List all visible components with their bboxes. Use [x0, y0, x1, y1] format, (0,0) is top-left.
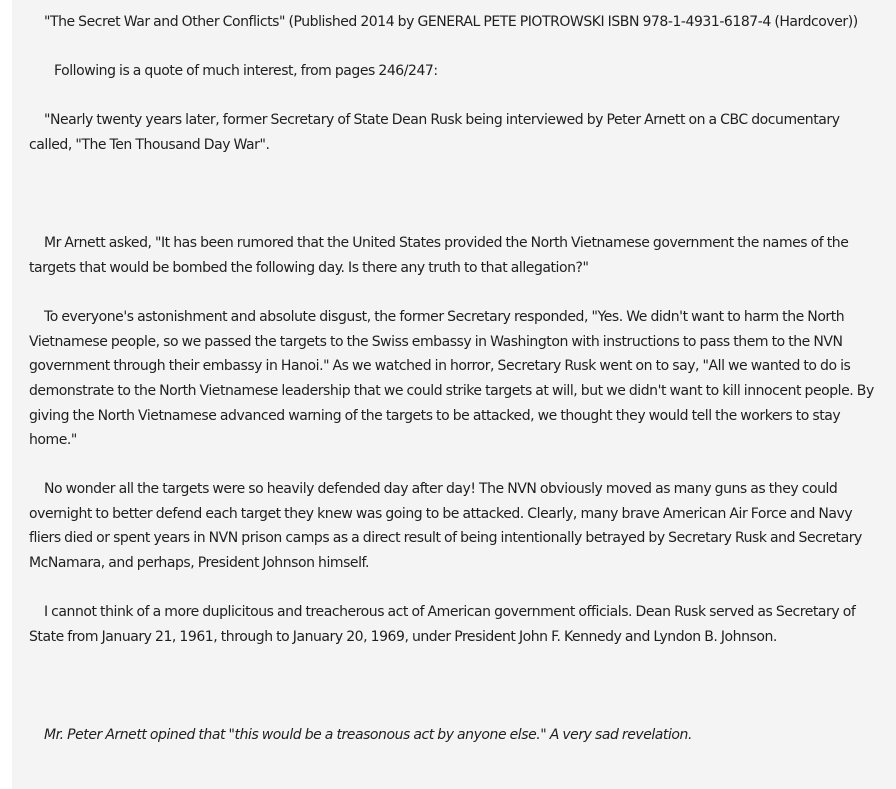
question-paragraph: Mr Arnett asked, "It has been rumored that the United States provided the North Vietnamese government the names of the targets that would be bombed the following day. Is there any truth to that allegation?" [29, 235, 849, 276]
page-margin [0, 0, 12, 789]
response-paragraph: To everyone's astonishment and absolute disgust, the former Secretary responded, "Yes. We didn't want to harm the North Vietnamese people, so we passed the targets to the Swiss embassy in Washington with instructions to pass them to the NVN government through their embassy in Hanoi." As we watched in horror, Secretary Rusk went on to say, "All we wanted to do is demonstrate to the North Vietnamese leadership that we could strike targets at will, but we didn't want to kill innocent people. By giving the North Vietnamese advanced warning of the targets to be attacked, we thought they would tell the workers to stay home." [29, 309, 874, 449]
opinion-paragraph: I cannot think of a more duplicitous and treacherous act of American government officials. Dean Rusk served as Secretary of State from January 21, 1961, through to January 20, 1969, under President John F. Kennedy and Lyndon B. Johnson. [29, 604, 856, 645]
blank-spacer [29, 182, 882, 231]
article-body [12, 0, 896, 789]
closing-note: Mr. Peter Arnett opined that "this would be a treasonous act by anyone else." A very sad revelation. [44, 727, 692, 744]
blank-spacer [29, 674, 882, 723]
consequence-paragraph: No wonder all the targets were so heavily defended day after day! The NVN obviously moved as many guns as they could overnight to better defend each target they knew was going to be attacked. Clearly, many brave American Air Force and Navy fliers died or spent years in NVN prison camps as a direct result of being intentionally betrayed by Secretary Rusk and Secretary McNamara, and perhaps, President Johnson himself. [29, 481, 862, 572]
quote-intro: Following is a quote of much interest, from pages 246/247: [54, 63, 438, 80]
book-reference: "The Secret War and Other Conflicts" (Published 2014 by GENERAL PETE PIOTROWSKI ISBN 978-1-4931-6187-4 (Hardcover)) [44, 14, 858, 30]
interview-paragraph: "Nearly twenty years later, former Secretary of State Dean Rusk being interviewed by Peter Arnett on a CBC documentary called, "The Ten Thousand Day War". [29, 112, 840, 153]
